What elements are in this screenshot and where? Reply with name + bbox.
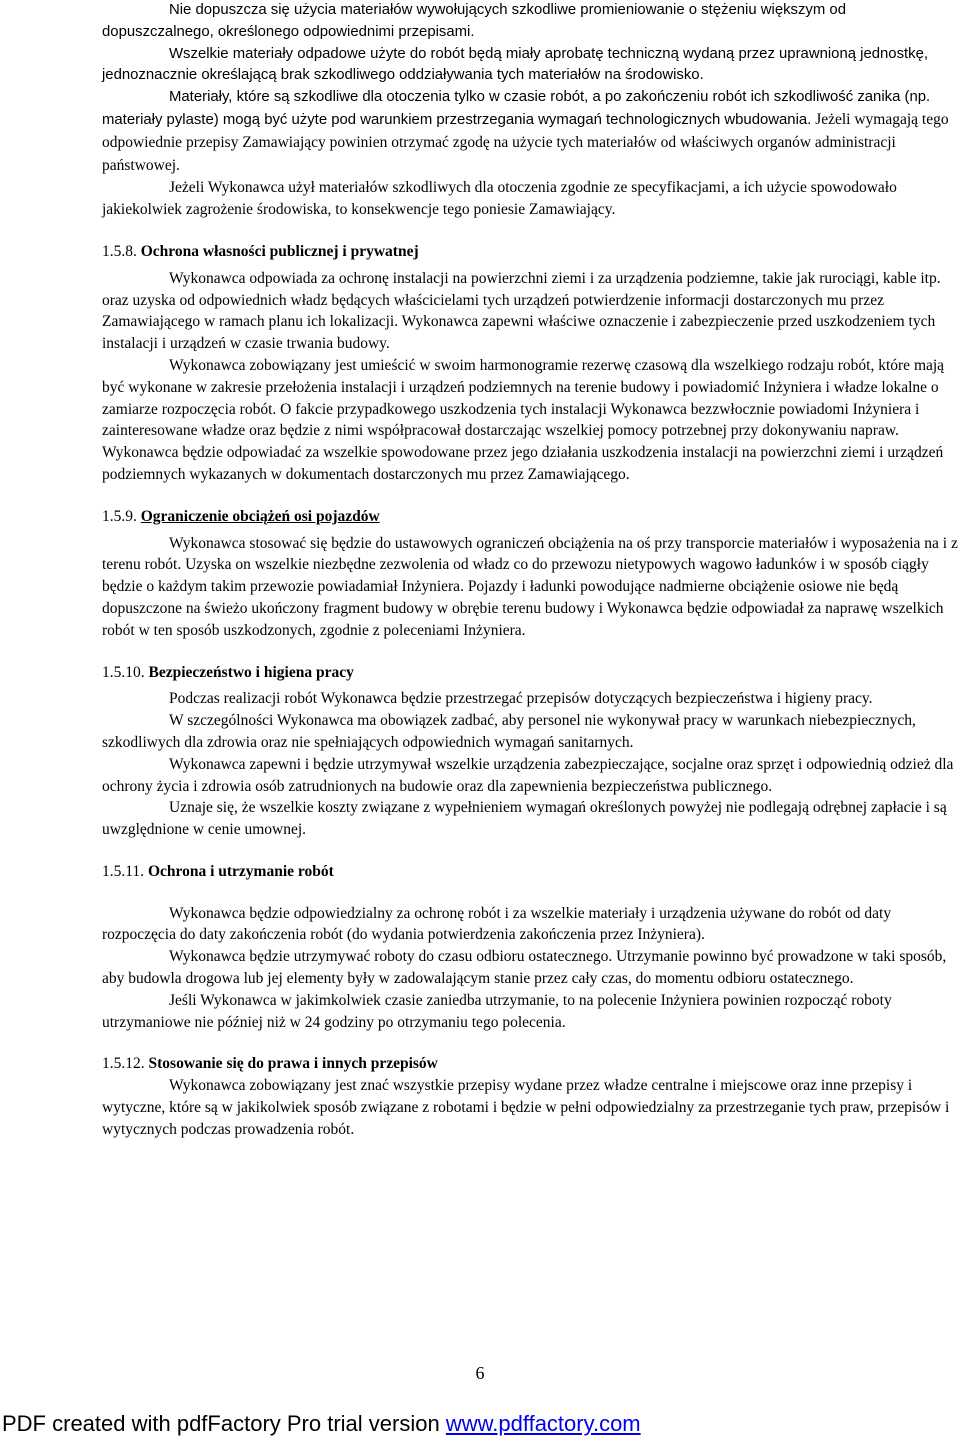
section-title: Bezpieczeństwo i higiena pracy (148, 663, 354, 681)
paragraph: Materiały, które są szkodliwe dla otoczenia tylko w czasie robót, a po zakończeniu robót ich szkodliwość zanika (np. materiały pylaste) mogą być użyte pod warunkiem przestrzegania wymagań technologicznych wbudowania. Jeżeli wymagają tego odpowiednie przepisy Zamawiający powinien otrzymać zgodę na użycie tych materiałów od właściwych organów administracji państwowej. (102, 89, 949, 174)
paragraph: Wykonawca zobowiązany jest znać wszystkie przepisy wydane przez władze centralne i miejscowe oraz inne przepisy i wytyczne, które są w jakikolwiek sposób związane z robotami i będzie w pełni odpowiedzialny za przestrzeganie tych praw, przepisów i wytycznych podczas prowadzenia robót. (102, 1077, 950, 1138)
paragraph-continuation-text: Jeżeli wymagają tego odpowiednie przepisy Zamawiający powinien otrzymać zgodę na użycie tych materiałów od właściwych organów administracji państwowej. (102, 110, 949, 174)
page-number: 6 (475, 1363, 485, 1383)
footer-text: PDF created with pdfFactory Pro trial version (2, 1411, 446, 1436)
section-title: Ochrona i utrzymanie robót (147, 862, 334, 880)
section-number: 1.5.8. (102, 242, 137, 260)
section-heading (102, 241, 958, 263)
paragraph: Wykonawca będzie utrzymywać roboty do czasu odbioru ostatecznego. Utrzymanie powinno być prowadzone w taki sposób, aby budowla drogowa lub jej elementy były w zadowalającym stanie przez cały czas, do momentu odbioru ostatecznego. (102, 948, 947, 988)
section-number: 1.5.9. (102, 507, 137, 525)
section-heading (102, 1053, 958, 1075)
paragraph: Nie dopuszcza się użycia materiałów wywołujących szkodliwe promieniowanie o stężeniu większym od dopuszczalnego, określonego odpowiednimi przepisami. (102, 2, 846, 40)
section-heading (102, 506, 958, 528)
section-number: 1.5.11. (102, 862, 145, 880)
paragraph: Jeśli Wykonawca w jakimkolwiek czasie zaniedba utrzymanie, to na polecenie Inżyniera powinien rozpocząć roboty utrzymaniowe nie później niż w 24 godziny po otrzymaniu tego polecenia. (102, 991, 892, 1031)
footer-link[interactable]: www.pdffactory.com (445, 1411, 641, 1436)
paragraph: Wykonawca zapewni i będzie utrzymywał wszelkie urządzenia zabezpieczające, socjalne oraz sprzęt i odpowiednią odzież dla ochrony życia i zdrowia osób zatrudnionych na budowie oraz dla zapewnienia bezpieczeństwa publicznego. (102, 755, 954, 795)
section-title: Ochrona własności publicznej i prywatnej (140, 242, 419, 260)
paragraph: Jeżeli Wykonawca użył materiałów szkodliwych dla otoczenia zgodnie ze specyfikacjami, a ich użycie spowodowało jakiekolwiek zagrożenie środowiska, to konsekwencje tego poniesie Zamawiający. (102, 179, 897, 219)
document-page (102, 0, 958, 1141)
section-heading (102, 861, 958, 883)
paragraph: Wykonawca stosować się będzie do ustawowych ograniczeń obciążenia na oś przy transporcie materiałów i wyposażenia na i z terenu robót. Uzyska on wszelkie niezbędne zezwolenia od władz co do przewozu nietypowych wagowo ładunków i w sposób ciągły będzie o każdym takim przewozie powiadamiał Inżyniera. Pojazdy i ładunki powodujące nadmierne obciążenie osiowe nie będą dopuszczone na świeżo ukończony fragment budowy w obrębie terenu budowy i Wykonawca będzie odpowiadał za naprawę wszelkich robót w ten sposób uszkodzonych, zgodnie z poleceniami Inżyniera. (102, 534, 958, 639)
section-title: Ograniczenie obciążeń osi pojazdów (140, 507, 380, 525)
pdf-footer (2, 1410, 641, 1438)
paragraph: W szczególności Wykonawca ma obowiązek zadbać, aby personel nie wykonywał pracy w warunkach niebezpiecznych, szkodliwych dla zdrowia oraz nie spełniających odpowiednich wymagań sanitarnych. (102, 712, 916, 751)
section-number: 1.5.12. (102, 1055, 145, 1073)
section-heading (102, 662, 958, 684)
paragraph: Wykonawca będzie odpowiedzialny za ochronę robót i za wszelkie materiały i urządzenia używane do robót od daty rozpoczęcia do daty zakończenia robót (do wydania potwierdzenia zakończenia przez Inżyniera). (102, 904, 892, 944)
paragraph: Wykonawca zobowiązany jest umieścić w swoim harmonogramie rezerwę czasową dla wszelkiego rodzaju robót, które mają być wykonane w zakresie przełożenia instalacji i urządzeń podziemnych na terenie budowy i powiadomić Inżyniera i władze lokalne o zamiarze rozpoczęcia robót. O fakcie przypadkowego uszkodzenia tych instalacji Wykonawca bezzwłocznie powiadomi Inżyniera i zainteresowane władze oraz będzie z nimi współpracował dostarczając wszelkiej pomocy potrzebnej przy dokonywaniu napraw. Wykonawca będzie odpowiadać za wszelkie spowodowane przez jego działania uszkodzenia instalacji na powierzchni ziemi i urządzeń podziemnych wykazanych w dokumentach dostarczonych mu przez Zamawiającego. (102, 356, 945, 483)
section-title: Stosowanie się do prawa i innych przepisów (148, 1055, 438, 1073)
paragraph: Podczas realizacji robót Wykonawca będzie przestrzegać przepisów dotyczących bezpieczeństwa i higieny pracy. (169, 690, 873, 708)
paragraph: Wszelkie materiały odpadowe użyte do robót będą miały aprobatę techniczną wydaną przez uprawnioną jednostkę, jednoznacznie określającą brak szkodliwego oddziaływania tych materiałów na środowisko. (102, 45, 929, 84)
paragraph: Wykonawca odpowiada za ochronę instalacji na powierzchni ziemi i za urządzenia podziemne, takie jak rurociągi, kable itp. oraz uzyska od odpowiednich władz będących właścicielami tych urządzeń potwierdzenie informacji dostarczonych mu przez Zamawiającego w ramach planu ich lokalizacji. Wykonawca zapewni właściwe oznaczenie i zabezpieczenie przed uszkodzeniem tych instalacji i urządzeń w czasie trwania budowy. (102, 269, 941, 353)
paragraph: Uznaje się, że wszelkie koszty związane z wypełnieniem wymagań określonych powyżej nie podlegają odrębnej zapłacie i są uwzględnione w cenie umownej. (102, 799, 947, 839)
section-number: 1.5.10. (102, 663, 145, 681)
